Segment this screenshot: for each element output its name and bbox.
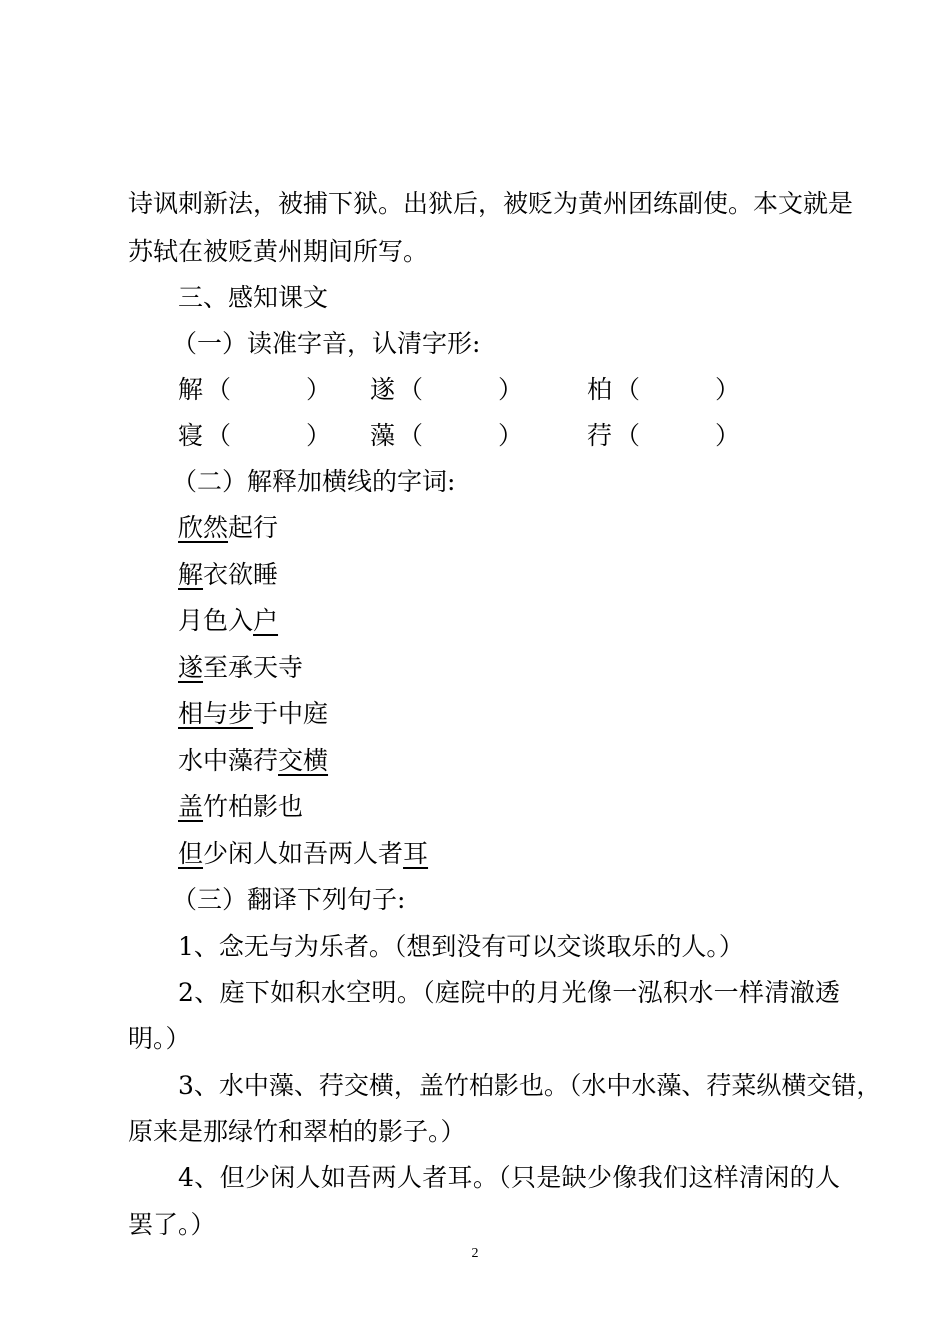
translation-2-line-1: 2、庭下如积水空明。（庭院中的月光像一泓积水一样清澈透	[178, 978, 840, 1007]
vocab-item	[178, 512, 278, 544]
pronunciation-char: 解	[178, 375, 204, 404]
vocab-text: 至承天寺	[203, 653, 304, 682]
pronunciation-blank[interactable]: （ ）	[615, 421, 741, 450]
intro-line-1: 诗讽刺新法，被捕下狱。出狱后，被贬为黄州团练副使。本文就是	[128, 189, 854, 218]
pronunciation-blank[interactable]: （ ）	[398, 375, 524, 404]
pronunciation-blank[interactable]: （ ）	[398, 421, 524, 450]
vocab-text: 于中庭	[253, 699, 329, 728]
underlined-word: 耳	[403, 839, 429, 868]
page-number: 2	[471, 1246, 479, 1261]
pronunciation-blank[interactable]: （ ）	[206, 421, 332, 450]
intro-line-2: 苏轼在被贬黄州期间所写。	[128, 237, 429, 266]
pronunciation-char: 遂	[370, 375, 396, 404]
underlined-word: 户	[253, 606, 279, 635]
vocab-item	[178, 559, 278, 591]
part-1-title: （一）读准字音，认清字形:	[172, 329, 481, 358]
translation-3-line-1: 3、水中藻、荇交横，盖竹柏影也。（水中水藻、荇菜纵横交错，	[178, 1071, 882, 1100]
vocab-item	[178, 652, 303, 684]
pronunciation-char: 藻	[370, 421, 396, 450]
underlined-word: 但	[178, 839, 204, 868]
vocab-text: 起行	[228, 513, 279, 542]
translation-4-line-2: 罢了。）	[128, 1210, 216, 1239]
underlined-word: 交横	[278, 746, 329, 775]
vocab-text: 少闲人如吾两人者	[203, 839, 404, 868]
vocab-item	[178, 698, 328, 730]
vocab-text: 衣欲睡	[203, 560, 279, 589]
underlined-word: 遂	[178, 653, 204, 682]
underlined-word: 相与步	[178, 699, 254, 728]
pronunciation-blank[interactable]: （ ）	[206, 375, 332, 404]
pronunciation-blank[interactable]: （ ）	[615, 375, 741, 404]
vocab-item	[178, 605, 278, 637]
vocab-text: 月色入	[178, 606, 254, 635]
part-3-title: （三）翻译下列句子:	[172, 885, 406, 914]
underlined-word: 欣然	[178, 513, 229, 542]
vocab-item	[178, 838, 428, 870]
vocab-text: 竹柏影也	[203, 792, 304, 821]
underlined-word: 盖	[178, 792, 204, 821]
vocab-text: 水中藻荇	[178, 746, 279, 775]
translation-2-line-2: 明。）	[128, 1024, 191, 1053]
translation-4-line-1: 4、但少闲人如吾两人者耳。（只是缺少像我们这样清闲的人	[178, 1163, 840, 1192]
pronunciation-char: 荇	[587, 421, 613, 450]
vocab-item	[178, 791, 303, 823]
section-3-title: 三、感知课文	[178, 283, 329, 312]
translation-3-line-2: 原来是那绿竹和翠柏的影子。）	[128, 1117, 466, 1146]
part-2-title: （二）解释加横线的字词:	[172, 467, 456, 496]
vocab-item	[178, 745, 328, 777]
pronunciation-char: 寝	[178, 421, 204, 450]
underlined-word: 解	[178, 560, 204, 589]
translation-1: 1、念无与为乐者。（想到没有可以交谈取乐的人。）	[178, 932, 744, 961]
pronunciation-char: 柏	[587, 375, 613, 404]
